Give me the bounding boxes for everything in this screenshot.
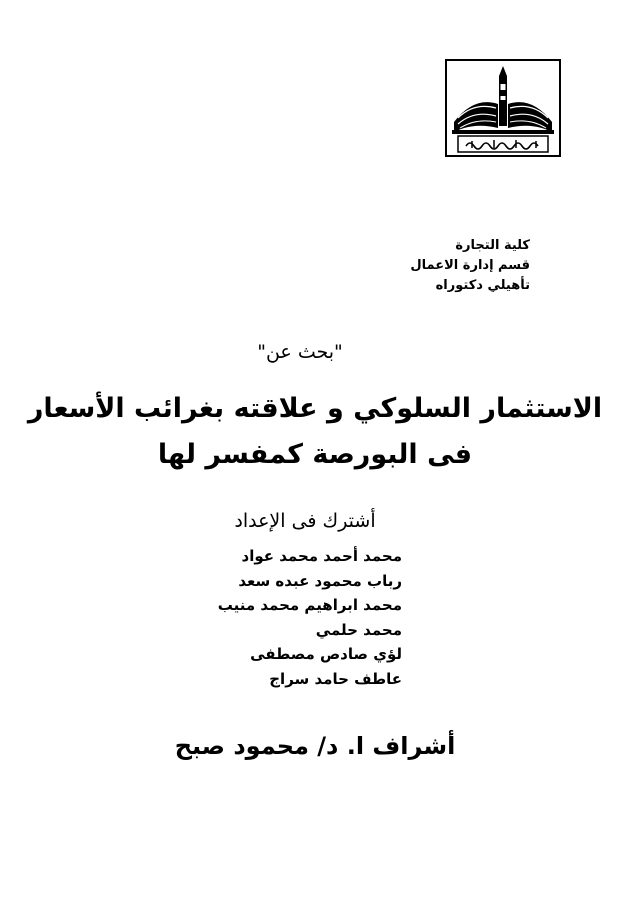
contributor-name: لؤي صادص مصطفى bbox=[250, 645, 402, 663]
research-about-label: "بحث عن" bbox=[257, 341, 343, 363]
contributors-list bbox=[102, 544, 402, 691]
university-emblem-icon bbox=[444, 58, 562, 158]
contributor-name: عاطف حامد سراج bbox=[269, 669, 402, 688]
title-line-1: الاستثمار السلوكي و علاقته بغرائب الأسعار bbox=[27, 393, 603, 424]
contributor-name: محمد ابراهيم محمد منيب bbox=[217, 596, 402, 614]
supervisor-line: أشراف ا. د/ محمود صبح bbox=[174, 732, 456, 760]
faculty-header bbox=[330, 236, 530, 296]
page-title bbox=[20, 386, 610, 478]
department-name: قسم إدارة الاعمال bbox=[410, 258, 530, 273]
program-name: تأهيلي دكتوراه bbox=[435, 278, 530, 293]
contributor-name: محمد أحمد محمد عواد bbox=[241, 547, 402, 565]
contributor-name: محمد حلمي bbox=[315, 620, 402, 639]
title-line-2: فى البورصة كمفسر لها bbox=[157, 439, 473, 470]
faculty-name: كلية التجارة bbox=[455, 238, 530, 253]
contributor-name: رباب محمود عبده سعد bbox=[238, 571, 402, 590]
contributors-heading: أشترك فى الإعداد bbox=[234, 510, 376, 532]
